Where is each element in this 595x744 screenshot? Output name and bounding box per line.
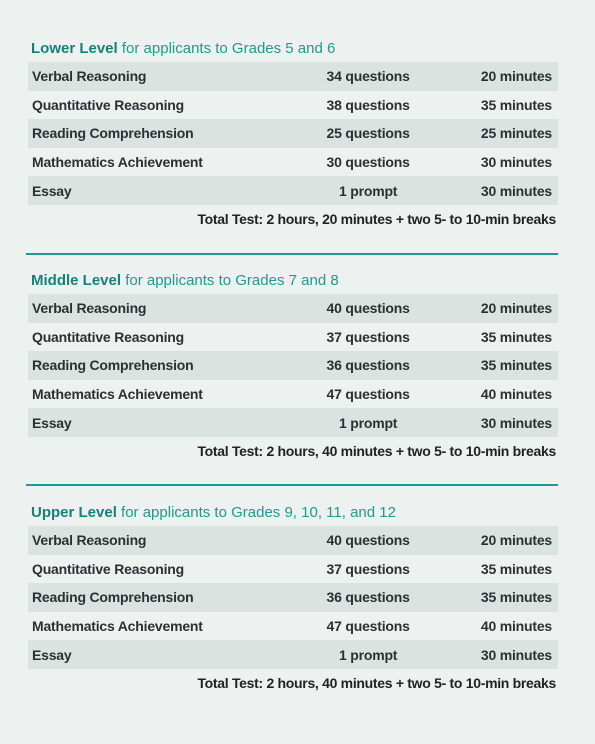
question-count: 36 questions (326, 357, 410, 374)
time-limit: 20 minutes (480, 68, 552, 85)
middle-level-section (28, 268, 558, 465)
section-name: Reading Comprehension (32, 125, 194, 142)
section-name: Reading Comprehension (32, 589, 194, 606)
table-row (28, 640, 558, 669)
question-count: 25 questions (326, 125, 410, 142)
section-heading (28, 36, 558, 62)
question-count: 34 questions (326, 68, 410, 85)
section-name: Essay (32, 182, 72, 199)
total-time: Total Test: 2 hours, 40 minutes + two 5- to 10-min breaks (197, 674, 556, 691)
section-name: Verbal Reasoning (32, 532, 147, 549)
question-count: 1 prompt (338, 414, 398, 431)
time-limit: 40 minutes (480, 618, 552, 635)
time-limit: 35 minutes (480, 357, 552, 374)
question-count: 37 questions (326, 328, 410, 345)
section-heading (28, 268, 558, 294)
upper-level-section (28, 500, 558, 697)
level-title: Lower Level (31, 40, 118, 57)
level-subtitle: for applicants to Grades 7 and 8 (125, 272, 339, 289)
question-count: 36 questions (326, 589, 410, 606)
total-time: Total Test: 2 hours, 40 minutes + two 5- to 10-min breaks (197, 442, 556, 459)
section-divider (26, 253, 558, 255)
time-limit: 20 minutes (480, 532, 552, 549)
table-row (28, 294, 558, 323)
table-row (28, 91, 558, 120)
level-subtitle: for applicants to Grades 5 and 6 (121, 40, 336, 57)
section-name: Essay (32, 414, 72, 431)
section-name: Verbal Reasoning (32, 68, 147, 85)
time-limit: 35 minutes (480, 589, 552, 606)
time-limit: 30 minutes (480, 646, 552, 663)
level-subtitle: for applicants to Grades 9, 10, 11, and 12 (121, 504, 396, 521)
time-limit: 30 minutes (480, 414, 552, 431)
question-count: 40 questions (326, 300, 410, 317)
table-row (28, 176, 558, 205)
table-row (28, 526, 558, 555)
question-count: 1 prompt (338, 646, 398, 663)
time-limit: 35 minutes (480, 328, 552, 345)
section-name: Reading Comprehension (32, 357, 194, 374)
question-count: 37 questions (326, 560, 410, 577)
section-name: Mathematics Achievement (32, 154, 203, 171)
table-row (28, 148, 558, 177)
level-title: Middle Level (31, 272, 122, 289)
table-row (28, 612, 558, 641)
question-count: 38 questions (326, 96, 410, 113)
section-name: Quantitative Reasoning (32, 328, 184, 345)
question-count: 1 prompt (338, 182, 398, 199)
table-row (28, 583, 558, 612)
lower-level-section (28, 36, 558, 233)
section-heading (28, 500, 558, 526)
section-divider (26, 484, 558, 486)
table-row (28, 408, 558, 437)
time-limit: 40 minutes (480, 386, 552, 403)
time-limit: 20 minutes (480, 300, 552, 317)
question-count: 30 questions (326, 154, 410, 171)
time-limit: 35 minutes (480, 96, 552, 113)
section-name: Quantitative Reasoning (32, 560, 184, 577)
time-limit: 30 minutes (480, 182, 552, 199)
question-count: 47 questions (326, 618, 410, 635)
level-title: Upper Level (31, 504, 117, 521)
section-name: Essay (32, 646, 72, 663)
total-time: Total Test: 2 hours, 20 minutes + two 5- to 10-min breaks (197, 210, 556, 227)
time-limit: 30 minutes (480, 154, 552, 171)
table-row (28, 351, 558, 380)
table-row (28, 555, 558, 584)
table-row (28, 62, 558, 91)
question-count: 40 questions (326, 532, 410, 549)
question-count: 47 questions (326, 386, 410, 403)
table-row (28, 380, 558, 409)
section-name: Mathematics Achievement (32, 618, 203, 635)
section-name: Verbal Reasoning (32, 300, 147, 317)
time-limit: 25 minutes (480, 125, 552, 142)
section-name: Mathematics Achievement (32, 386, 203, 403)
table-row (28, 323, 558, 352)
table-row (28, 119, 558, 148)
time-limit: 35 minutes (480, 560, 552, 577)
section-name: Quantitative Reasoning (32, 96, 184, 113)
